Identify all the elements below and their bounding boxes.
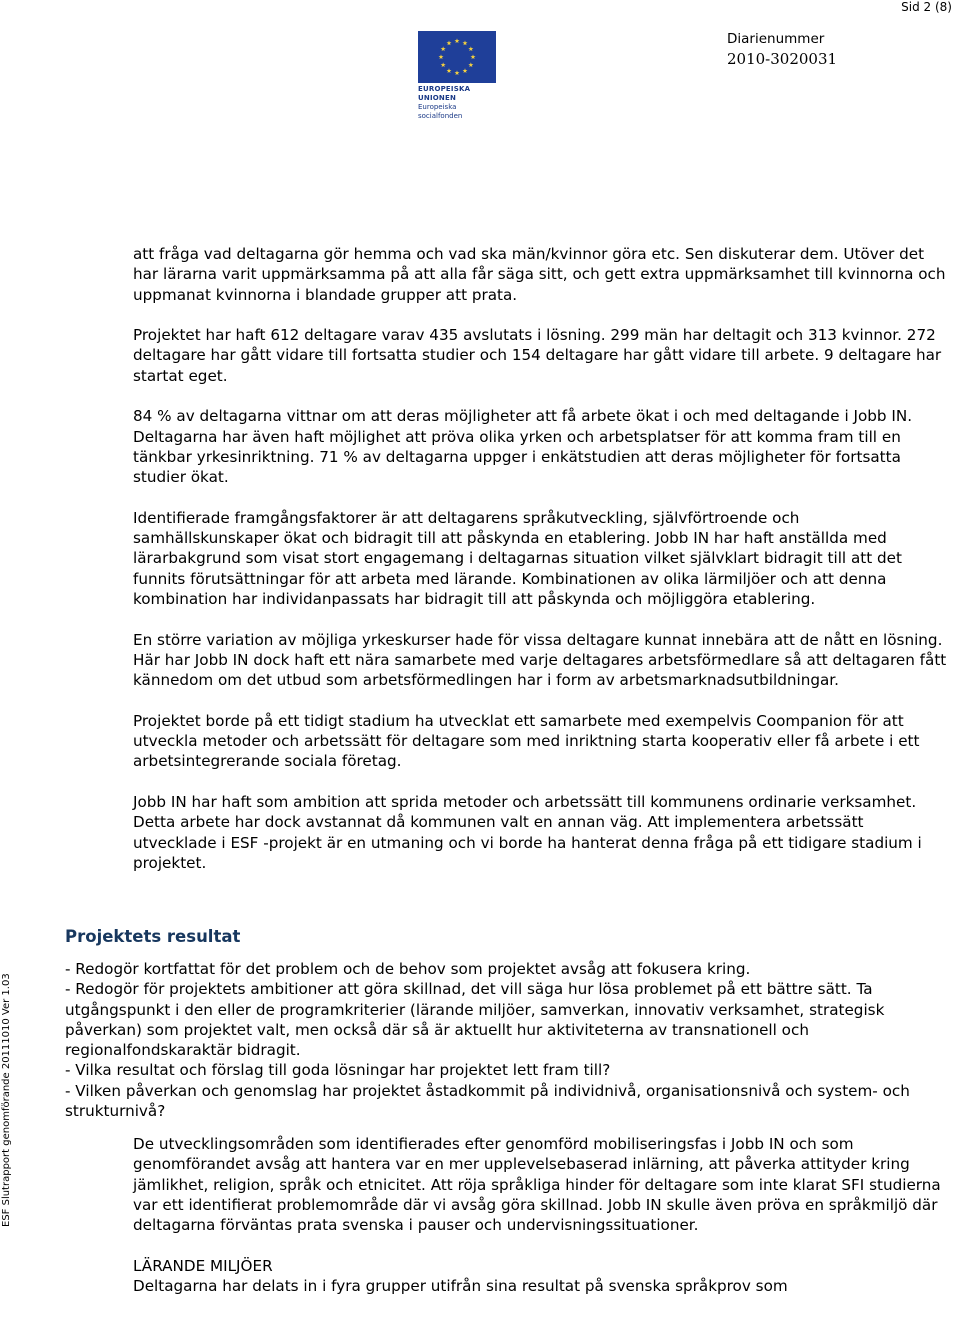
paragraph: att fråga vad deltagarna gör hemma och vad ska män/kvinnor göra etc. Sen diskuterar dem. Utöver det har lärarna varit uppmärksamma på att alla får säga sitt, och gett extra uppmärksamhet till kvinnorna och uppmanat kvinnorna i blandade grupper att prata. (133, 245, 946, 304)
logo-text-esf: Europeiska socialfonden (418, 103, 463, 120)
diarie-block (727, 30, 837, 69)
instruction-item: - Redogör för projektets ambitioner att göra skillnad, det vill säga hur lösa problemet på ett bättre sätt. Ta utgångspunkt i den eller de programkriterier (lärande miljöer, samverkan, innovativ verksamhet, strategisk påverkan) som projektet valt, men också där så är aktuellt hur aktiviteterna av transnationell och regionalfondskaraktär bidragit. (65, 980, 885, 1060)
paragraph: Identifierade framgångsfaktorer är att deltagarens språkutveckling, självförtroende och samhällskunskaper ökat och bidragit till att påskynda en etablering. Jobb IN har haft anställda med lärarbakgrund som visat stort engagemang i deltagarnas situation vilket självklart bidragit till att det funnits förutsättningar för att arbeta med lärande. Kombinationen av olika lärmiljöer och att denna kombination har individanpassats har bidragit till att påskynda och möjliggöra etablering. (133, 508, 902, 609)
instruction-item: - Vilken påverkan och genomslag har projektet åstadkommit på individnivå, organisationsnivå och system- och strukturnivå? (65, 1081, 910, 1121)
paragraph: Projektet har haft 612 deltagare varav 435 avslutats i lösning. 299 män har deltagit och 313 kvinnor. 272 deltagare har gått vidare till fortsatta studier och 154 deltagare har gått vidare till arbete. 9 deltagare har startat eget. (133, 326, 942, 385)
paragraph: Jobb IN har haft som ambition att sprida metoder och arbetssätt till kommunens ordinarie verksamhet. Detta arbete har dock avstannat då kommunen valt en annan väg. Att implementera arbetssätt utvecklade i ESF -projekt är en utmaning och vi borde ha hanterat denna fråga på ett tidigare stadium i projektet. (133, 793, 922, 872)
paragraph: 84 % av deltagarna vittnar om att deras möjligheter att få arbete ökat i och med deltagande i Jobb IN. Deltagarna har även haft möjlighet att pröva olika yrken och arbetsplatser för att komma fram till en tänkbar yrkesinriktning. 71 % av deltagarna uppger i enkätstudien att deras möjligheter för fortsatta studier ökat. (133, 407, 913, 487)
section-heading: Projektets resultat (65, 927, 241, 946)
paragraph: En större variation av möjliga yrkeskurser hade för vissa deltagare kunnat innebära att de nått en lösning. Här har Jobb IN dock haft ett nära samarbete med varje deltagares arbetsförmedlare så att deltagaren fått kännedom om det utbud som arbetsförmedlingen har i form av arbetsmarknadsutbildningar. (133, 630, 947, 690)
eu-logo (418, 31, 498, 121)
logo-text-eu: EUROPEISKA UNIONEN (418, 85, 471, 102)
results-paragraph: De utvecklingsområden som identifierades efter genomförd mobiliseringsfas i Jobb IN och som genomförandet avsåg att hantera var en mer upplevelsebaserad inlärning, att påverka attityder kring jämlikhet, religion, språk och etnicitet. Att röja språkliga hinder för deltagare som inte klarat SFI studierna var ett identifierat problemområde där vi avsåg göra skillnad. Jobb IN skulle även pröva en språkmiljö där deltagarna förväntas prata svenska i pauser och undervisningssituationer. (133, 1135, 941, 1235)
diarie-label: Diarienummer (727, 31, 825, 47)
subheading-larande-miljoer: LÄRANDE MILJÖER (133, 1256, 273, 1275)
section-instructions (65, 959, 935, 1121)
report-body (133, 244, 948, 894)
diarie-number: 2010-3020031 (727, 50, 838, 68)
eu-flag-icon (418, 31, 496, 83)
form-version-label: ESF Slutrapport genomförande 20111010 Ver 1.03 (1, 973, 12, 1227)
paragraph: Projektet borde på ett tidigt stadium ha utvecklat ett samarbete med exempelvis Coompanion för att utveckla metoder och arbetssätt för deltagare som med inriktning starta kooperativ eller få arbete i ett arbetsintegrerande sociala företag. (133, 711, 920, 771)
page-number: Sid 2 (8) (901, 0, 952, 14)
results-body (133, 1134, 948, 1296)
instruction-item: - Vilka resultat och förslag till goda lösningar har projektet lett fram till? (65, 1061, 611, 1080)
instruction-item: - Redogör kortfattat för det problem och de behov som projektet avsåg att fokusera kring. (65, 960, 751, 978)
results-last-line: Deltagarna har delats in i fyra grupper utifrån sina resultat på svenska språkprov som (133, 1277, 788, 1296)
